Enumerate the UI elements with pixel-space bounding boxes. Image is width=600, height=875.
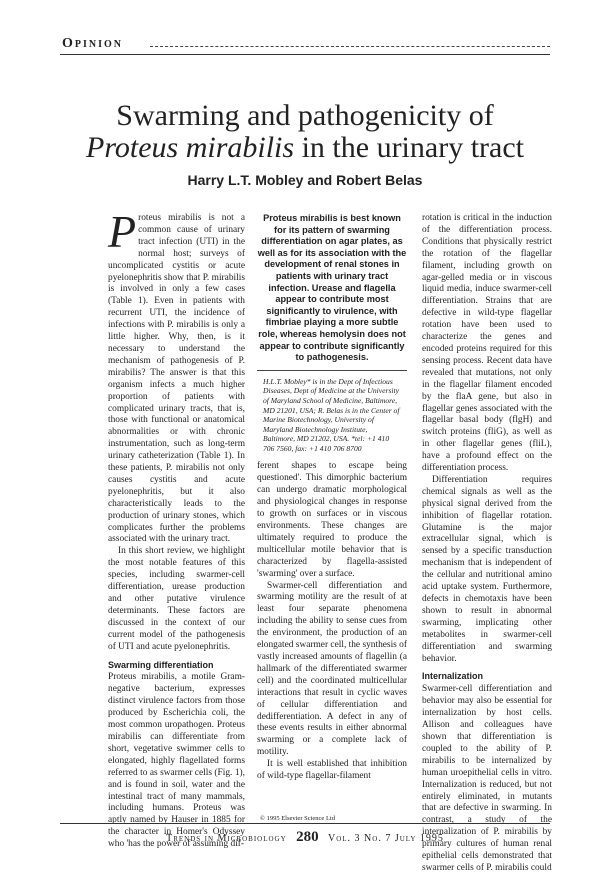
page-number: 280 <box>296 829 319 845</box>
section-label: Opinion <box>62 36 124 51</box>
paragraph: ferent shapes to escape being questioned'. This dimorphic bacterium can undergo dramatic morphological and physiological changes in response to growth on surfaces or in viscous environments. These changes are ultimately required to produce the multicellular motile behavior that is characterized by flagella-assisted 'swarming' over a surface. <box>257 461 407 579</box>
paragraph: Swarmer-cell differentiation and swarming motility are the result of at least four separate phenomena including the ability to sense cues from the environment, the production of an elongated swarmer cell, the synthesis of vastly increased amounts of flagellin (a hallmark of the differentiated swarmer cell) and the coordinated multicellular interactions that result in cyclic waves of cellular differentiation and dedifferentiation. A defect in any of these events results in either abnormal swarming or a complete lack of motility. <box>257 580 407 758</box>
paragraph: In this short review, we highlight the most notable features of this species, including swarmer-cell differentiation, urease production and other putative virulence determinants. These factors are discussed in the context of our current model of the pathogenesis of UTI and acute pyelonephritis. <box>108 546 245 652</box>
paragraph: Swarmer-cell differentiation and behavior may also be essential for internalization by host cells. Allison and colleagues have shown that differentiation is coupled to the ability of P. mirabilis to be internalized by human uroepithelial cells in vitro. Internalization is reduced, but not entirely eliminated, in mutants that are defective in swarming. In contrast, a study of the internalization of P. mirabilis by primary cultures of human renal epithelial cells demonstrated that swarmer cells of P. mirabilis could <box>422 684 552 873</box>
intro-paragraph <box>108 206 245 546</box>
paragraph: Proteus mirabilis, a motile Gram-negative bacterium, expresses distinct virulence factors from those produced by Escherichia coli, the most common uropathogen. Proteus mirabilis can differentiate from short, vegetative swimmer cells to elongated, highly flagellated forms referred to as swarmer cells (Fig. 1), and is found in soil, water and the intestinal tract of many mammals, including humans. Proteus was aptly named by Hauser in 1885 for the character in Homer's Odyssey who 'has the power of assuming dif- <box>108 672 245 850</box>
issue-info: Vol. 3 No. 7 July 1995 <box>327 833 444 844</box>
pull-quote: Proteus mirabilis is best known for its pattern of swarming differentiation on agar plates, as well as for its association with the development of renal stones in patients with urinary tract infection. Urease and flagella appear to contribute most significantly to virulence, with fimbriae playing a more subtle role, whereas hemolysin does not appear to contribute significantly to pathogenesis. <box>257 213 407 371</box>
paragraph: It is well established that inhibition of wild-type flagellar-filament <box>257 759 407 782</box>
top-rule <box>60 54 550 55</box>
intro-text: roteus mirabilis is not a common cause of urinary tract infection (UTI) in the normal host; surveys of uncomplicated cystitis or acute pyelonephritis show that P. mirabilis is involved in only a few cases (Table 1). Even in patients with recurrent UTI, the incidence of infections with P. mirabilis is only a little higher. Why, then, is it necessary to understand the mechanism of pathogenesis of P. mirabilis? The answer is that this organism infects a much higher proportion of patients with complicated urinary tracts, that is, those with functional or anatomical abnormalities or with chronic instrumentation, such as long-term urinary catheterization (Table 1). In these patients, P. mirabilis not only causes cystitis and acute pyelonephritis, but it also characteristically leads to the production of urinary stones, which complicates further the problems associated with the urinary tract. <box>108 213 245 545</box>
copyright-notice: © 1995 Elsevier Science Ltd <box>260 815 335 822</box>
column-2 <box>257 213 407 783</box>
author-affiliation: H.L.T. Mobley* is in the Dept of Infectious Diseases, Dept of Medicine at the University of Maryland School of Medicine, Baltimore, MD 21201, USA; R. Belas is in the Center of Marine Biotechnology, University of Maryland Biotechnology Institute, Baltimore, MD 21202, USA. *tel: +1 410 706 7560, fax: +1 410 706 8700 <box>263 376 400 453</box>
article-title <box>60 100 550 164</box>
journal-name: Trends in Microbiology <box>166 833 287 844</box>
title-line2-rest: in the urinary tract <box>294 131 524 164</box>
page-footer <box>60 829 550 846</box>
section-rule <box>150 46 550 47</box>
title-line1: Swarming and pathogenicity of <box>116 99 494 132</box>
column-1 <box>108 206 245 851</box>
paragraph: rotation is critical in the induction of the differentiation process. Conditions that physically restrict the rotation of the flagellar filament, including growth on agar-gelled media or in viscous liquid media, induce swarmer-cell differentiation. Strains that are defective in wild-type flagellar rotation have been used to characterize the genes and encoded proteins required for this sensing process. Recent data have revealed that mutations, not only in the flagellar filament encoded by the flaA gene, but also in flagellar genes associated with the flagellar basal body (flgH) and switch proteins (fliG), as well as in other flagellar genes (fliL), have a profound effect on the differentiation process. <box>422 213 552 474</box>
subheading-swarming: Swarming differentiation <box>108 659 214 670</box>
footer-rule <box>60 823 550 824</box>
title-line2 <box>60 132 550 164</box>
authors: Harry L.T. Mobley and Robert Belas <box>187 172 423 188</box>
title-species: Proteus mirabilis <box>86 131 295 164</box>
drop-cap: P <box>108 206 137 257</box>
subheading-internalization: Internalization <box>422 671 484 682</box>
paragraph: Differentiation requires chemical signals as well as the physical signal derived from the inhibition of flagellar rotation. Glutamine is the major extracellular signal, which is sensed by a specific transduction mechanism that is independent of the cellular and nutritional amino acid uptake system. Furthermore, defects in chemotaxis have been shown to result in abnormal swarming, implicating other metabolites in swarmer-cell differentiation and swarming behavior. <box>422 474 552 664</box>
column-3 <box>422 213 552 875</box>
